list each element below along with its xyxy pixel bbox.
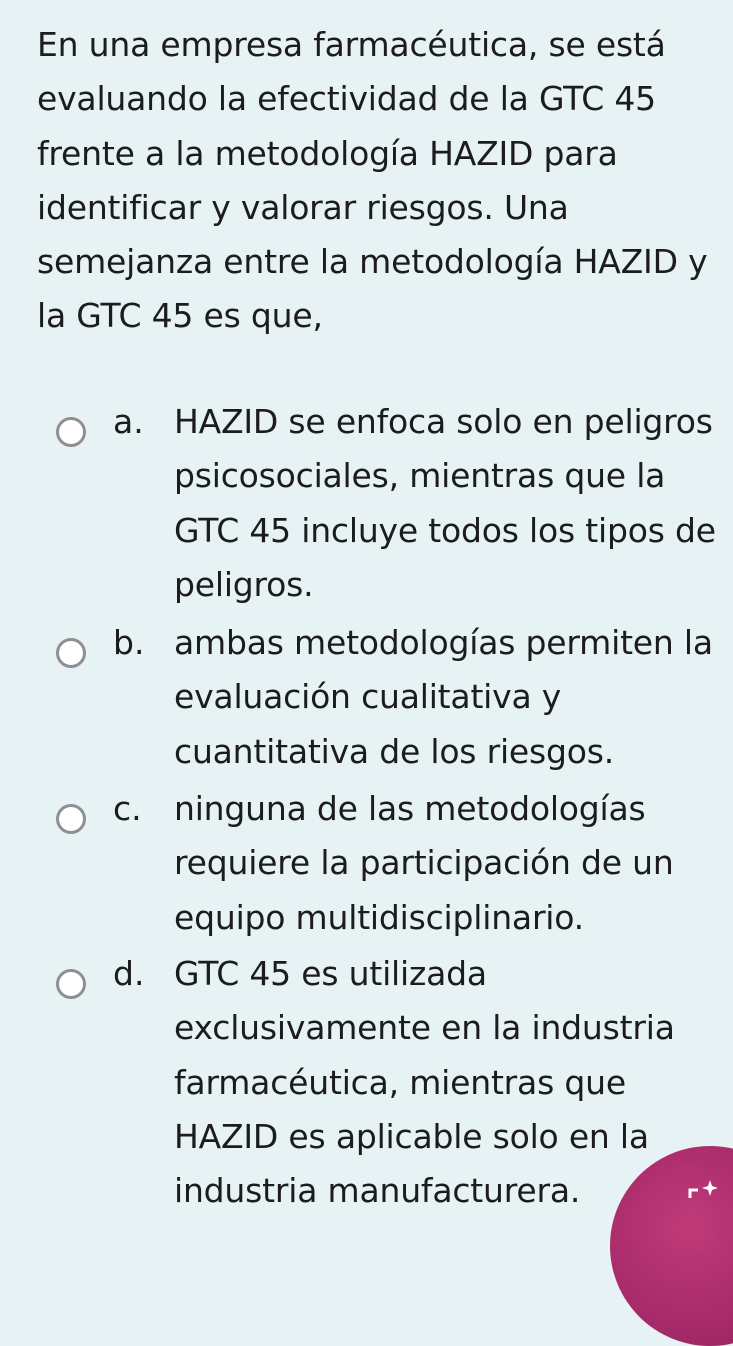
sparkle-icon: [682, 1176, 722, 1206]
option-c-text[interactable]: ninguna de las metodologías requiere la participación de un equipo multidisciplinario.: [174, 789, 674, 937]
option-b-letter: b.: [113, 623, 145, 662]
option-b-text[interactable]: ambas metodologías permiten la evaluación cualitativa y cuantitativa de los riesgos.: [174, 623, 713, 771]
option-d-text[interactable]: GTC 45 es utilizada exclusivamente en la industria farmacéutica, mientras que HAZID es aplicable solo en la industria manufacturera.: [174, 954, 675, 1211]
option-c-radio[interactable]: [56, 804, 86, 834]
option-d-letter: d.: [113, 954, 145, 993]
option-a-text[interactable]: HAZID se enfoca solo en peligros psicosociales, mientras que la GTC 45 incluye todos los tipos de peligros.: [174, 402, 716, 604]
question-text: En una empresa farmacéutica, se está evaluando la efectividad de la GTC 45 frente a la metodología HAZID para identificar y valorar riesgos. Una semejanza entre la metodología HAZID y la GTC 45 es que,: [37, 25, 708, 336]
option-d-radio[interactable]: [56, 969, 86, 999]
option-b-radio[interactable]: [56, 638, 86, 668]
option-a-radio[interactable]: [56, 417, 86, 447]
option-c-letter: c.: [113, 789, 142, 828]
option-a-letter: a.: [113, 402, 144, 441]
